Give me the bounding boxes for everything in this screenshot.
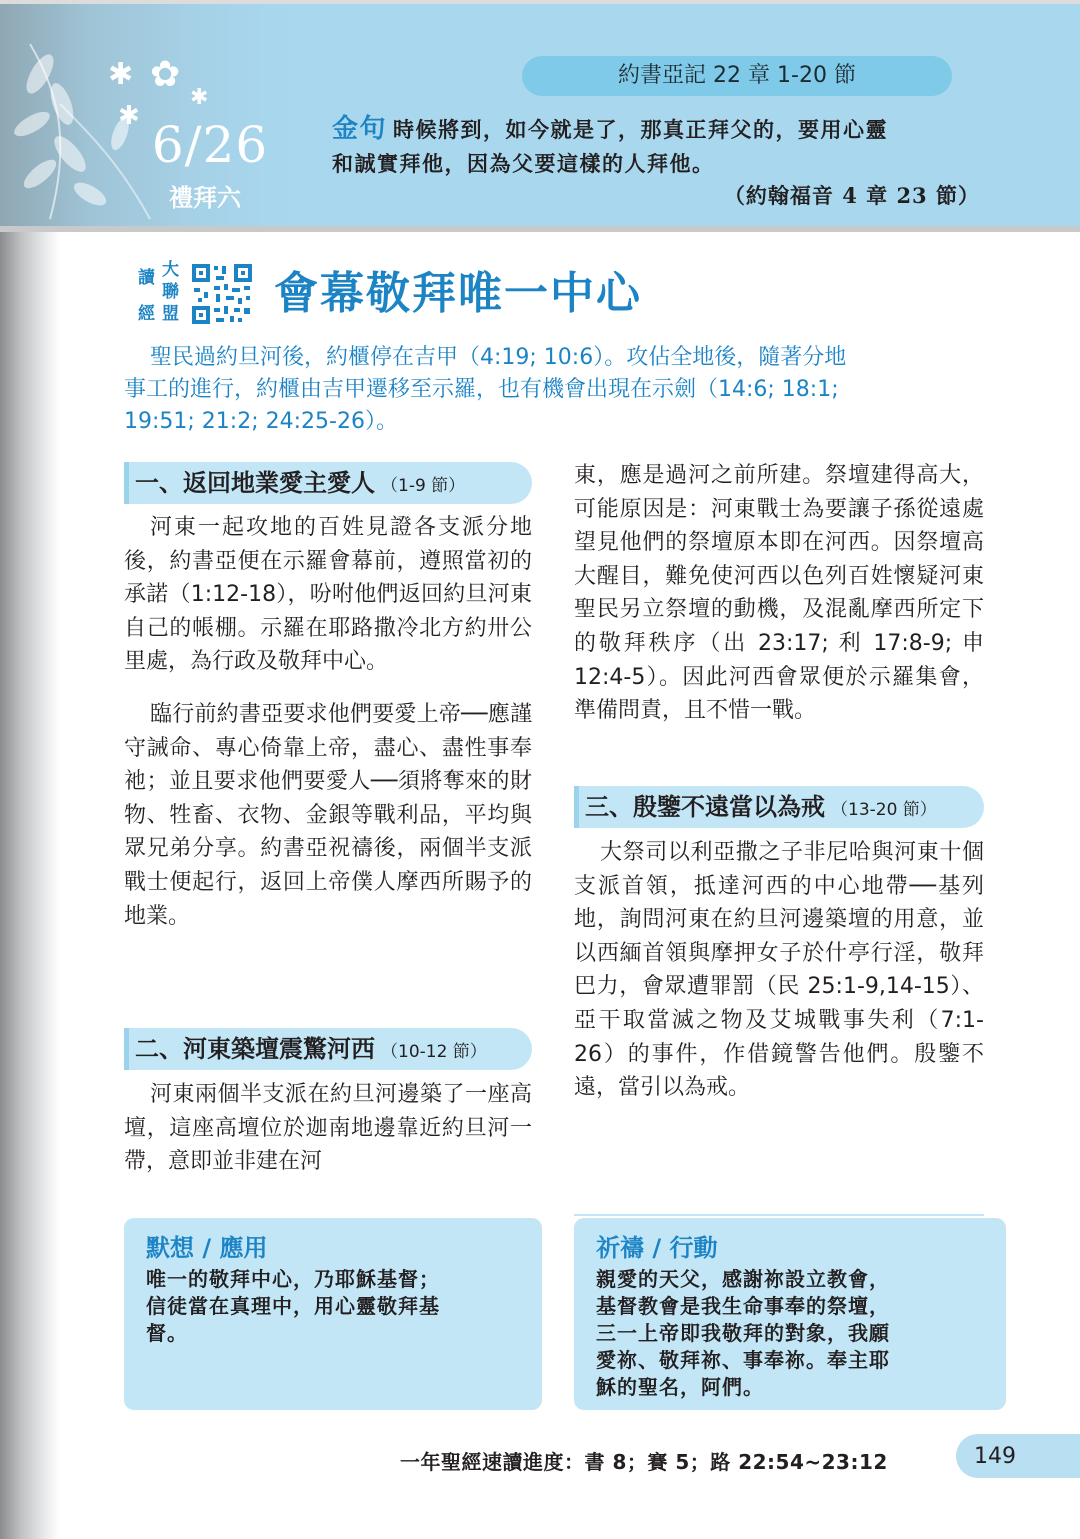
svg-text:✱: ✱ [108, 57, 134, 92]
section-2-continued [574, 459, 984, 728]
section-title: 二、河東築壇震驚河西 [135, 1035, 375, 1063]
prayer-line: 親愛的天父，感謝祢設立教會， [596, 1267, 890, 1291]
section-verses: （13-20 節） [831, 800, 937, 820]
reading-progress: 一年聖經速讀進度：書 8；賽 5；路 22:54~23:12 [400, 1450, 888, 1474]
page-number: 149 [974, 1444, 1016, 1469]
logo-char: 聯 [162, 282, 179, 302]
page-title: 會幕敬拜唯一中心 [274, 268, 642, 319]
section-2-body [124, 1078, 532, 1179]
meditation-text [146, 1266, 440, 1347]
prayer-box [574, 1218, 1006, 1410]
section-heading-3 [574, 786, 984, 828]
paragraph: 河東一起攻地的百姓見證各支派分地後，約書亞便在示羅會幕前，遵照當初的承諾（1:12-18），吩咐他們返回約旦河東自己的帳棚。示羅在耶路撒冷北方約卅公里處，為行政及敬拜中心。 [124, 515, 532, 675]
section-1-body [124, 511, 532, 933]
svg-text:✱: ✱ [118, 101, 140, 131]
reading-reference: 約書亞記 22 章 1-20 節 [522, 56, 952, 96]
verse-line-1: 時候將到，如今就是了，那真正拜父的，要用心靈 [393, 117, 889, 142]
meditation-box [124, 1218, 542, 1410]
logo-char: 讀 [138, 268, 155, 288]
meditation-label: 默想 / 應用 [146, 1234, 268, 1262]
logo-char: 經 [138, 304, 155, 324]
svg-text:✿: ✿ [150, 54, 181, 95]
verse-line-2: 和誠實拜他，因為父要這樣的人拜他。 [332, 151, 715, 176]
paragraph: 河東兩個半支派在約旦河邊築了一座高壇，這座高壇位於迦南地邊靠近約旦河一帶，意即並非建在河 [124, 1082, 532, 1175]
paragraph: 臨行前約書亞要求他們要愛上帝──應謹守誡命、專心倚靠上帝，盡心、盡性事奉祂；並且要求他們要愛人──須將奪來的財物、牲畜、衣物、金銀等戰利品，平均與眾兄弟分享。約書亞祝禱後，兩個半支派戰士便起行，返回上帝僕人摩西所賜予的地業。 [124, 701, 532, 929]
logo-char: 盟 [162, 304, 179, 324]
prayer-line: 三一上帝即我敬拜的對象，我願 [596, 1321, 890, 1345]
section-3-body [574, 836, 984, 1105]
divider [574, 1214, 984, 1216]
weekday: 禮拜六 [169, 184, 241, 212]
prayer-text [596, 1266, 890, 1401]
intro-paragraph [124, 342, 984, 438]
qr-code-icon[interactable] [190, 262, 254, 326]
intro-line: 19:51; 21:2; 24:25-26）。 [124, 409, 398, 434]
header-band [0, 4, 1080, 232]
reading-league-logo [138, 262, 190, 328]
logo-char: 大 [162, 260, 179, 280]
meditation-line: 信徒當在真理中，用心靈敬拜基 [146, 1294, 440, 1318]
prayer-line: 愛祢、敬拜祢、事奉祢。奉主耶 [596, 1348, 890, 1372]
verse-label: 金句 [332, 114, 388, 144]
paragraph: 東，應是過河之前所建。祭壇建得高大，可能原因是：河東戰士為要讓子孫從遠處望見他們的祭壇原本即在河西。因祭壇高大醒目，難免使河西以色列百姓懷疑河東聖民另立祭壇的動機，及混亂摩西所定下的敬拜秩序（出 23:17; 利 17:8-9; 申 12:4-5）。因此河西會眾便於示羅集會，準備問責，且不惜一戰。 [574, 463, 984, 724]
prayer-line: 穌的聖名，阿們。 [596, 1375, 764, 1399]
intro-line: 聖民過約旦河後，約櫃停在吉甲（4:19; 10:6）。攻佔全地後，隨著分地 [150, 345, 847, 370]
memory-verse [332, 112, 992, 181]
section-title: 一、返回地業愛主愛人 [135, 469, 375, 497]
meditation-line: 唯一的敬拜中心，乃耶穌基督； [146, 1267, 440, 1291]
section-heading-1 [124, 462, 532, 504]
section-title: 三、殷鑒不遠當以為戒 [585, 793, 825, 821]
intro-line: 事工的進行，約櫃由吉甲遷移至示羅，也有機會出現在示劍（14:6; 18:1; [124, 377, 839, 402]
verse-reference: （約翰福音 4 章 23 節） [723, 183, 980, 208]
section-heading-2 [124, 1028, 532, 1070]
section-verses: （1-9 節） [381, 476, 466, 496]
prayer-line: 基督教會是我生命事奉的祭壇， [596, 1294, 890, 1318]
svg-text:✱: ✱ [190, 85, 209, 110]
date: 6/26 [151, 116, 269, 174]
prayer-label: 祈禱 / 行動 [596, 1234, 718, 1262]
paragraph: 大祭司以利亞撒之子非尼哈與河東十個支派首領，抵達河西的中心地帶──基列地，詢問河東在約旦河邊築壇的用意，並以西緬首領與摩押女子於什亭行淫，敬拜巴力，會眾遭罪罰（民 25:1-9,14-15）、亞干取當滅之物及艾城戰事失利（7:1-26）的事件，作借鏡警告他們。殷鑒不遠，當引以為戒。 [574, 840, 984, 1101]
meditation-line: 督。 [146, 1321, 188, 1345]
section-verses: （10-12 節） [381, 1042, 487, 1062]
